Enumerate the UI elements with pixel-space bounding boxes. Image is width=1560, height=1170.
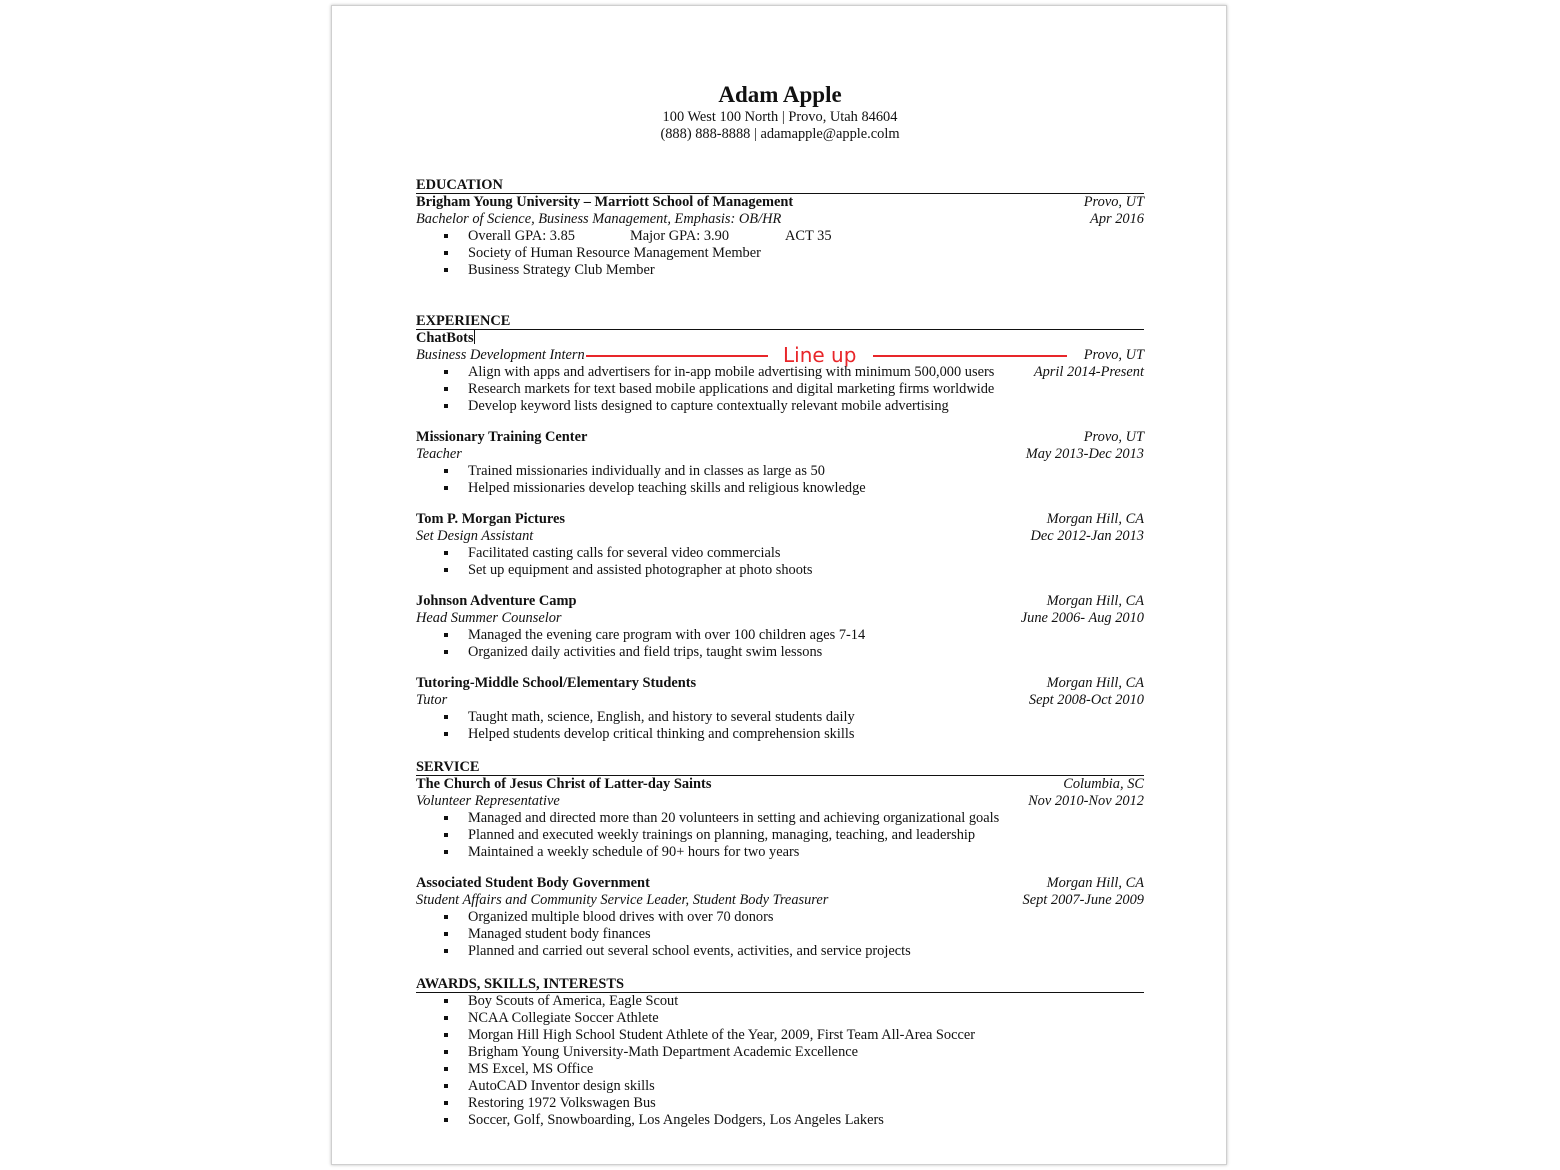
date: April 2014-Present — [1033, 364, 1144, 380]
list-item: Maintained a weekly schedule of 90+ hours for two years — [416, 844, 1144, 861]
list-item: Soccer, Golf, Snowboarding, Los Angeles Dodgers, Los Angeles Lakers — [416, 1112, 1144, 1129]
school-location: Provo, UT — [1083, 194, 1144, 210]
location: Provo, UT — [1083, 347, 1144, 363]
list-item: Society of Human Resource Management Member — [416, 245, 1144, 262]
contact-line: (888) 888-8888 | adamapple@apple.colm — [660, 126, 900, 142]
list-item: Helped students develop critical thinking and comprehension skills — [416, 726, 1144, 743]
list-item: Trained missionaries individually and in classes as large as 50 — [416, 463, 1144, 480]
list-item: Restoring 1972 Volkswagen Bus — [416, 1095, 1144, 1112]
location: Morgan Hill, CA — [1046, 675, 1144, 691]
section-title: EXPERIENCE — [416, 313, 1144, 330]
annotation-text: Line up — [783, 343, 857, 367]
role: Business Development Intern — [416, 347, 585, 363]
role: Set Design Assistant — [416, 528, 534, 544]
list-item: Facilitated casting calls for several video commercials — [416, 545, 1144, 562]
list-item: Taught math, science, English, and history to several students daily — [416, 709, 1144, 726]
list-item: MS Excel, MS Office — [416, 1061, 1144, 1078]
entry-bullets — [416, 627, 1144, 661]
awards-section — [416, 976, 1144, 1129]
entry-bullets — [416, 810, 1144, 861]
section-title: SERVICE — [416, 759, 1144, 776]
awards-bullets — [416, 993, 1144, 1129]
date: May 2013-Dec 2013 — [1025, 446, 1144, 462]
entry-bullets — [416, 909, 1144, 960]
act-score: ACT 35 — [785, 228, 832, 244]
org-name: Associated Student Body Government — [416, 875, 650, 891]
major-gpa: Major GPA: 3.90 — [630, 228, 730, 244]
experience-entry — [416, 330, 1144, 415]
list-item: Business Strategy Club Member — [416, 262, 1144, 279]
degree: Bachelor of Science, Business Management, Emphasis: OB/HR — [416, 211, 782, 227]
section-title: EDUCATION — [416, 177, 1144, 194]
list-item: Develop keyword lists designed to capture contextually relevant mobile advertising — [416, 398, 1144, 415]
annotation-line-right — [873, 355, 1067, 357]
resume-page — [331, 5, 1227, 1165]
overall-gpa: Overall GPA: 3.85 — [468, 228, 575, 244]
list-item: Planned and carried out several school events, activities, and service projects — [416, 943, 1144, 960]
location: Provo, UT — [1083, 429, 1144, 445]
list-item: Organized daily activities and field trips, taught swim lessons — [416, 644, 1144, 661]
list-item: AutoCAD Inventor design skills — [416, 1078, 1144, 1095]
date: June 2006- Aug 2010 — [1020, 610, 1144, 626]
org-name: Tutoring-Middle School/Elementary Students — [416, 675, 697, 691]
candidate-name: Adam Apple — [718, 82, 842, 107]
list-item: Set up equipment and assisted photographer at photo shoots — [416, 562, 1144, 579]
list-item: Research markets for text based mobile applications and digital marketing firms worldwide — [416, 381, 1144, 398]
list-item: Planned and executed weekly trainings on planning, managing, teaching, and leadership — [416, 827, 1144, 844]
resume-content — [416, 81, 1144, 1129]
section-title: AWARDS, SKILLS, INTERESTS — [416, 976, 1144, 993]
date: Nov 2010-Nov 2012 — [1028, 793, 1144, 809]
org-name: Missionary Training Center — [416, 429, 588, 445]
education-section — [416, 177, 1144, 279]
experience-entry — [416, 675, 1144, 743]
list-item: Managed and directed more than 20 volunteers in setting and achieving organizational goals — [416, 810, 1144, 827]
role: Head Summer Counselor — [416, 610, 562, 626]
org-name: Johnson Adventure Camp — [416, 593, 577, 609]
date: Sept 2008-Oct 2010 — [1028, 692, 1144, 708]
list-item — [416, 228, 1144, 245]
location: Columbia, SC — [1063, 776, 1144, 792]
list-item: Brigham Young University-Math Department Academic Excellence — [416, 1044, 1144, 1061]
role: Volunteer Representative — [416, 793, 560, 809]
list-item: Align with apps and advertisers for in-app mobile advertising with minimum 500,000 users April 2014-Present — [416, 364, 1144, 381]
experience-entry — [416, 511, 1144, 579]
entry-bullets — [416, 709, 1144, 743]
org-name: Tom P. Morgan Pictures — [416, 511, 565, 527]
education-bullets — [416, 228, 1144, 279]
service-section — [416, 759, 1144, 960]
list-item: NCAA Collegiate Soccer Athlete — [416, 1010, 1144, 1027]
school-name: Brigham Young University – Marriott School of Management — [416, 194, 794, 210]
list-item: Managed student body finances — [416, 926, 1144, 943]
location: Morgan Hill, CA — [1046, 593, 1144, 609]
experience-entry — [416, 593, 1144, 661]
service-entry — [416, 776, 1144, 861]
location: Morgan Hill, CA — [1046, 511, 1144, 527]
experience-entry — [416, 429, 1144, 497]
role: Student Affairs and Community Service Leader, Student Body Treasurer — [416, 892, 829, 908]
date: Sept 2007-June 2009 — [1022, 892, 1144, 908]
entry-bullets — [416, 364, 1144, 415]
org-name: The Church of Jesus Christ of Latter-day Saints — [416, 776, 712, 792]
role: Tutor — [416, 692, 448, 708]
entry-bullets — [416, 463, 1144, 497]
experience-section — [416, 313, 1144, 743]
list-item: Organized multiple blood drives with over 70 donors — [416, 909, 1144, 926]
graduation-date: Apr 2016 — [1090, 211, 1144, 227]
annotation-line-left — [586, 355, 768, 357]
resume-header — [416, 81, 1144, 143]
list-item: Boy Scouts of America, Eagle Scout — [416, 993, 1144, 1010]
role: Teacher — [416, 446, 462, 462]
entry-bullets — [416, 545, 1144, 579]
list-item: Morgan Hill High School Student Athlete of the Year, 2009, First Team All-Area Soccer — [416, 1027, 1144, 1044]
address-line: 100 West 100 North | Provo, Utah 84604 — [662, 109, 898, 125]
text-cursor — [474, 330, 475, 344]
org-name: ChatBots — [416, 330, 474, 346]
location: Morgan Hill, CA — [1046, 875, 1144, 891]
list-item: Helped missionaries develop teaching skills and religious knowledge — [416, 480, 1144, 497]
date: Dec 2012-Jan 2013 — [1030, 528, 1144, 544]
service-entry — [416, 875, 1144, 960]
list-item: Managed the evening care program with over 100 children ages 7-14 — [416, 627, 1144, 644]
